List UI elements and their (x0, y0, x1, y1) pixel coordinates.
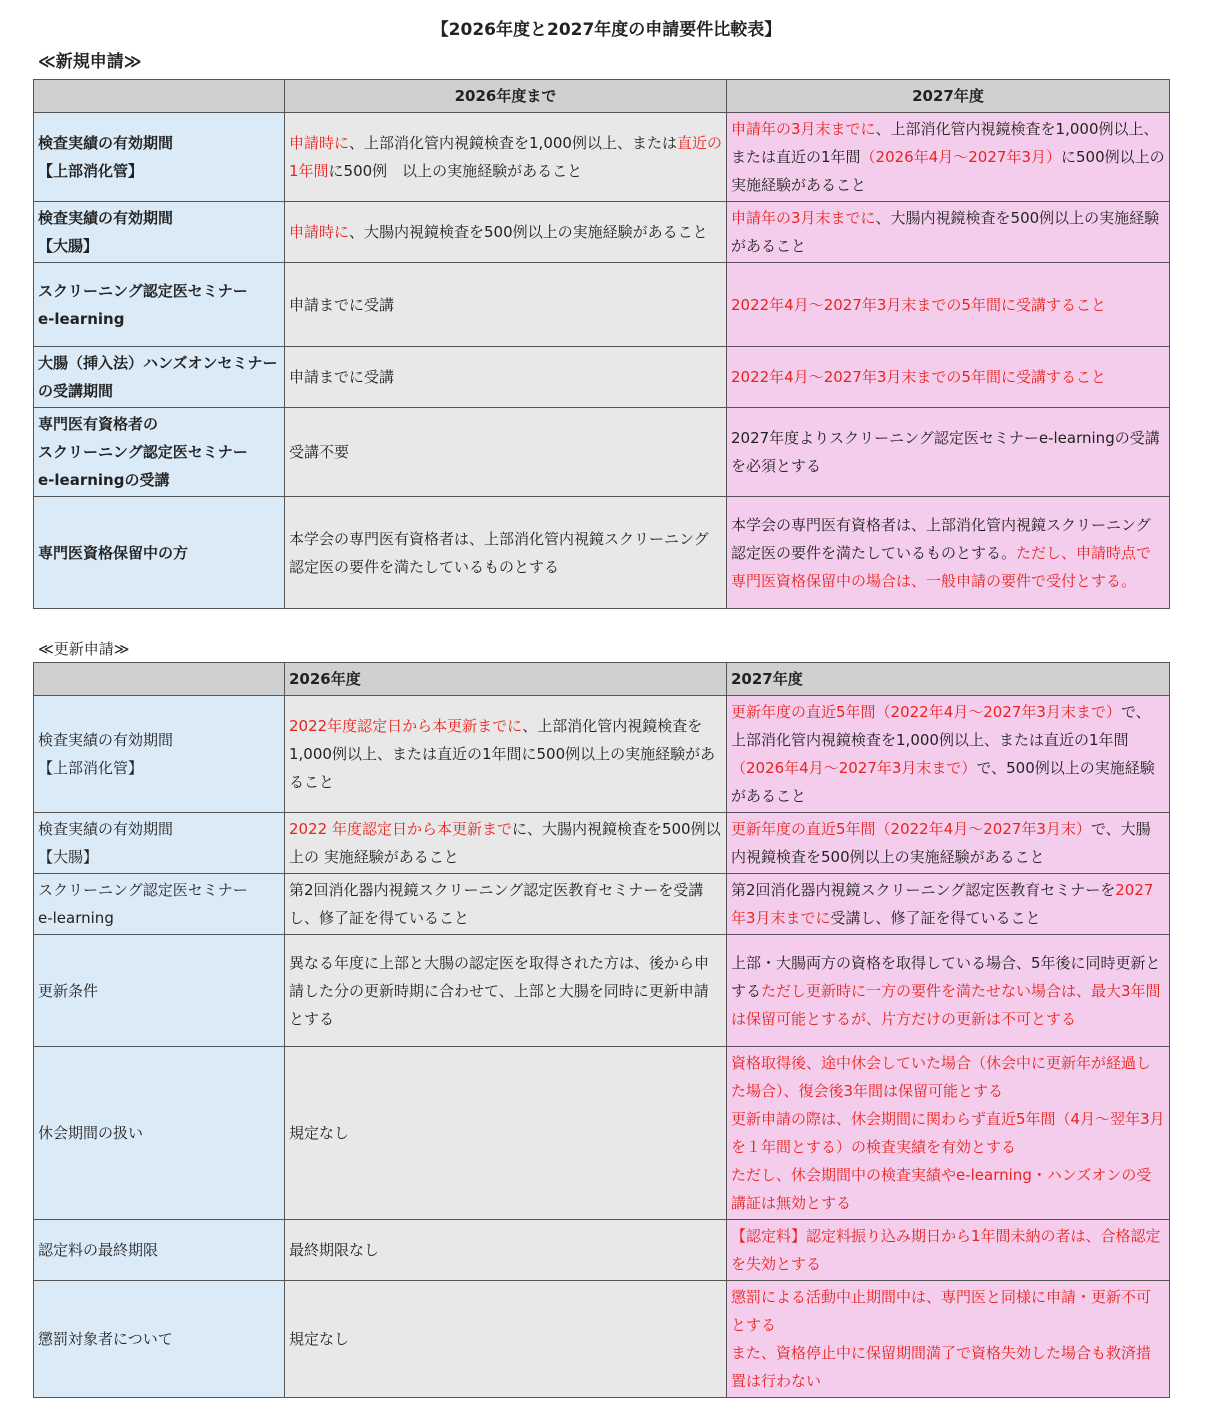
row-label-line: 【上部消化管】 (38, 162, 144, 180)
cell-2027 (727, 408, 1170, 497)
cell-2026-segment: 受講不要 (289, 443, 350, 461)
cell-2026 (285, 1220, 727, 1281)
cell-2027-segment: 2027年度よりスクリーニング認定医セミナーe-learningの受講を必須とする (731, 429, 1160, 475)
cell-2027 (727, 935, 1170, 1047)
cell-2027 (727, 874, 1170, 935)
cell-2026-segment: 直近の1年間 (289, 134, 722, 180)
table-row (34, 347, 1170, 408)
table-row (34, 1220, 1170, 1281)
row-label-line: 認定料の最終期限 (38, 1241, 159, 1259)
cell-2027-segment: （2026年4月～2027年3月末まで） (731, 759, 977, 777)
section-heading-renewal: ≪更新申請≫ (38, 640, 130, 658)
cell-2026-segment: 本学会の専門医有資格者は、上部消化管内視鏡スクリーニング認定医の要件を満たしているものとする (289, 529, 709, 576)
row-label (34, 696, 285, 813)
cell-2026-segment: 2022 年度認定日から本更新まで (289, 820, 512, 838)
row-label (34, 408, 285, 497)
cell-2027-line: 懲罰による活動中止期間中は、専門医と同様に申請・更新不可とする (731, 1288, 1152, 1334)
table-row (34, 813, 1170, 874)
cell-2027 (727, 347, 1170, 408)
cell-2026 (285, 347, 727, 408)
cell-2026-segment: 、上部消化管内視鏡検査を1,000例以上、または (349, 134, 677, 152)
cell-2026-segment: 申請までに受講 (289, 368, 395, 386)
row-label-line: 専門医資格保留中の方 (38, 543, 189, 562)
cell-2027-segment: 【認定料】認定料振り込み期日から1年間未納の者は、合格認定を失効とする (731, 1227, 1161, 1273)
cell-2027-segment: 第2回消化器内視鏡スクリーニング認定医教育セミナーを (731, 881, 1116, 899)
header-corner (34, 663, 285, 696)
renewal-application-table (33, 662, 1170, 1398)
cell-2026-segment: 最終期限なし (289, 1241, 380, 1259)
cell-2027 (727, 813, 1170, 874)
cell-2026-segment: 規定なし (289, 1330, 350, 1348)
cell-2026-segment: 異なる年度に上部と大腸の認定医を取得された方は、後から申請した分の更新時期に合わせて、上部と大腸を同時に更新申請とする (289, 953, 710, 1028)
cell-2027-line: 更新申請の際は、休会期間に関わらず直近5年間（4月～翌年3月を１年間とする）の検査実績を有効とする (731, 1110, 1165, 1156)
row-label (34, 1047, 285, 1220)
row-label-line: e-learningの受講 (38, 471, 170, 489)
row-label (34, 1281, 285, 1398)
table-header-row (34, 663, 1170, 696)
cell-2026 (285, 263, 727, 347)
cell-2027-segment: 2027年3月末までに (731, 881, 1154, 927)
cell-2027-segment: で、大腸内視鏡検査を500例以上の実施経験があること (731, 820, 1151, 866)
cell-2027-segment: 本学会の専門医有資格者は、上部消化管内視鏡スクリーニング認定医の要件を満たしているものとする。 (731, 515, 1151, 562)
table-header-row (34, 80, 1170, 113)
header-2027: 2027年度 (727, 80, 1170, 113)
row-label-line: スクリーニング認定医セミナー (38, 881, 248, 899)
cell-2027-segment: に500例以上の実施経験があること (731, 148, 1165, 194)
row-label-line: 検査実績の有効期間 (38, 820, 174, 838)
header-2027: 2027年度 (727, 663, 1170, 696)
row-label-line: 【大腸】 (38, 848, 99, 866)
row-label (34, 813, 285, 874)
cell-2026-segment: 申請までに受講 (289, 295, 395, 314)
table-row (34, 935, 1170, 1047)
cell-2027 (727, 1047, 1170, 1220)
cell-2027-segment: 、上部消化管内視鏡検査を1,000例以上、または直近の1年間 (731, 120, 1159, 166)
table-row (34, 696, 1170, 813)
cell-2026 (285, 497, 727, 609)
cell-2027-segment: 申請年の3月末までに (731, 209, 876, 227)
table-row (34, 263, 1170, 347)
row-label-line: e-learning (38, 309, 125, 328)
cell-2027 (727, 497, 1170, 609)
row-label (34, 497, 285, 609)
row-label (34, 935, 285, 1047)
cell-2026-segment: 第2回消化器内視鏡スクリーニング認定医教育セミナーを受講し、修了証を得ていること (289, 881, 704, 927)
row-label-line: 検査実績の有効期間 (38, 731, 174, 749)
row-label-line: 検査実績の有効期間 (38, 134, 174, 152)
cell-2027-segment: 更新年度の直近5年間（2022年4月～2027年3月末まで） (731, 703, 1121, 721)
cell-2026 (285, 1047, 727, 1220)
cell-2027 (727, 1281, 1170, 1398)
header-corner (34, 80, 285, 113)
cell-2027 (727, 113, 1170, 202)
row-label (34, 874, 285, 935)
row-label (34, 263, 285, 347)
row-label (34, 347, 285, 408)
cell-2027 (727, 696, 1170, 813)
row-label-line: スクリーニング認定医セミナー (38, 281, 248, 300)
cell-2027-segment: 上部・大腸両方の資格を取得している場合、5年後に同時更新とする (731, 953, 1161, 1000)
row-label-line: 【大腸】 (38, 237, 99, 255)
cell-2026 (285, 696, 727, 813)
row-label-line: スクリーニング認定医セミナー (38, 443, 248, 461)
cell-2026-segment: に、大腸内視鏡検査を500例以上の 実施経験があること (289, 820, 721, 866)
cell-2027-segment: （2026年4月～2027年3月） (860, 148, 1061, 166)
row-label-line: 更新条件 (38, 981, 99, 1000)
cell-2026 (285, 202, 727, 263)
new-application-body (34, 113, 1170, 609)
cell-2027-segment: ただし更新時に一方の要件を満たせない場合は、最大3年間は保留可能とするが、片方だけの更新は不可とする (731, 981, 1161, 1028)
row-label-line: 懲罰対象者について (38, 1330, 173, 1348)
cell-2026 (285, 874, 727, 935)
cell-2027-segment: で、500例以上の実施経験があること (731, 759, 1155, 805)
row-label-line: 休会期間の扱い (38, 1124, 144, 1142)
cell-2027-segment: 2022年4月～2027年3月末までの5年間に受講すること (731, 295, 1106, 314)
cell-2027-segment: 更新年度の直近5年間（2022年4月～2027年3月末） (731, 820, 1091, 838)
cell-2026 (285, 813, 727, 874)
cell-2026-segment: 、大腸内視鏡検査を500例以上の実施経験があること (349, 223, 708, 241)
table-row (34, 1281, 1170, 1398)
cell-2026-segment: 2022年度認定日から本更新までに (289, 717, 523, 735)
row-label-line: 検査実績の有効期間 (38, 209, 174, 227)
row-label-line: 【上部消化管】 (38, 759, 144, 777)
table-row (34, 497, 1170, 609)
row-label-line: 専門医有資格者の (38, 415, 159, 433)
cell-2027-line: また、資格停止中に保留期間満了で資格失効した場合も救済措置は行わない (731, 1344, 1152, 1390)
cell-2026-segment: 規定なし (289, 1124, 350, 1142)
row-label (34, 113, 285, 202)
cell-2027-line: ただし、休会期間中の検査実績やe-learning・ハンズオンの受講証は無効とする (731, 1166, 1152, 1212)
row-label (34, 1220, 285, 1281)
cell-2026 (285, 408, 727, 497)
table-row (34, 113, 1170, 202)
cell-2026-segment: 、上部消化管内視鏡検査を1,000例以上、または直近の1年間に500例以上の実施経験があること (289, 717, 716, 791)
table-row (34, 408, 1170, 497)
header-2026: 2026年度まで (285, 80, 727, 113)
cell-2027-segment: 、大腸内視鏡検査を500例以上の実施経験があること (731, 209, 1160, 255)
table-row (34, 874, 1170, 935)
table-row (34, 1047, 1170, 1220)
cell-2026 (285, 113, 727, 202)
cell-2026-segment: 申請時に (289, 134, 350, 152)
new-application-table (33, 79, 1170, 609)
cell-2026-segment: 申請時に (289, 223, 350, 241)
row-label (34, 202, 285, 263)
cell-2027-line: 資格取得後、途中休会していた場合（休会中に更新年が経過した場合）、復会後3年間は保留可能とする (731, 1054, 1152, 1100)
table-row (34, 202, 1170, 263)
cell-2027-segment: ただし、申請時点で専門医資格保留中の場合は、一般申請の要件で受付とする。 (731, 543, 1152, 590)
page-title: 【2026年度と2027年度の申請要件比較表】 (431, 20, 782, 40)
cell-2027-segment: で、上部消化管内視鏡検査を1,000例以上、または直近の1年間 (731, 703, 1151, 749)
cell-2027 (727, 1220, 1170, 1281)
cell-2026 (285, 1281, 727, 1398)
cell-2027-segment: 申請年の3月末までに (731, 120, 876, 138)
cell-2027-segment: 受講し、修了証を得ていること (830, 909, 1041, 927)
cell-2026-segment: に500例 以上の実施経験があること (328, 162, 583, 180)
header-2026: 2026年度 (285, 663, 727, 696)
cell-2027 (727, 202, 1170, 263)
cell-2026 (285, 935, 727, 1047)
row-label-line: 大腸（挿入法）ハンズオンセミナーの受講期間 (38, 354, 278, 400)
cell-2027-segment: 2022年4月～2027年3月末までの5年間に受講すること (731, 368, 1106, 386)
row-label-line: e-learning (38, 909, 114, 927)
cell-2027 (727, 263, 1170, 347)
section-heading-new: ≪新規申請≫ (38, 52, 142, 72)
renewal-application-body (34, 696, 1170, 1398)
